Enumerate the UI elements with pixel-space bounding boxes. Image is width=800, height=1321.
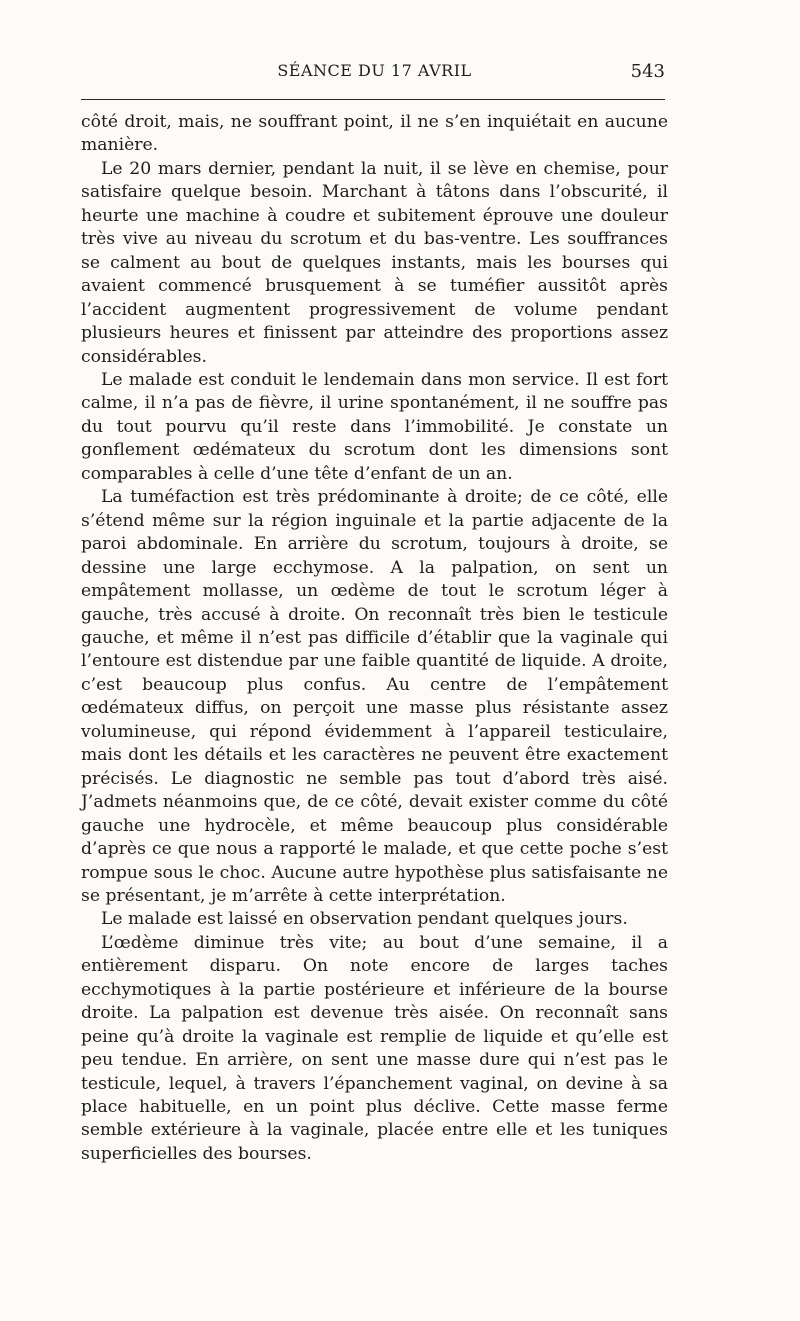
paragraph-continued: côté droit, mais, ne souffrant point, il ne s’en inquiétait en aucune manière. xyxy=(81,112,668,156)
paragraph: Le 20 mars dernier, pendant la nuit, il se lève en chemise, pour satisfaire quelque besoin. Marchant à tâtons dans l’obscurité, il heurte une machine à coudre et subitement éprouve une douleur très vive au niveau du scrotum et du bas-ventre. Les souffrances se calment au bout de quelques instants, mais les bourses qui avaient commencé brusquement à se tuméfier aussitôt après l’accident augmentent progressivement de volume pendant plusieurs heures et finissent par atteindre des proportions assez considérables. xyxy=(81,158,668,367)
paragraph: L’œdème diminue très vite; au bout d’une semaine, il a entièrement disparu. On note encore de larges taches ecchymotiques à la partie postérieure et inférieure de la bourse droite. La palpation est devenue très aisée. On reconnaît sans peine qu’à droite la vaginale est remplie de liquide et qu’elle est peu tendue. En arrière, on sent une masse dure qui n’est pas le testicule, lequel, à travers l’épanchement vaginal, on devine à sa place habituelle, en un point plus déclive. Cette masse ferme semble extérieure à la vaginale, placée entre elle et les tuniques superficielles des bourses. xyxy=(81,932,668,1164)
body-text xyxy=(81,111,668,1166)
header-rule xyxy=(81,99,665,100)
paragraph: Le malade est laissé en observation pendant quelques jours. xyxy=(101,909,628,930)
page-content xyxy=(81,58,668,1166)
page-number: 543 xyxy=(630,61,665,82)
paragraph: Le malade est conduit le lendemain dans mon service. Il est fort calme, il n’a pas de fièvre, il urine spontanément, il ne souffre pas du tout pourvu qu’il reste dans l’immobilité. Je constate un gonflement œdémateux du scrotum dont les dimensions sont comparables à celle d’une tête d’enfant de un an. xyxy=(81,369,668,484)
running-title: SÉANCE DU 17 AVRIL xyxy=(277,61,472,80)
paragraph: La tuméfaction est très prédominante à droite; de ce côté, elle s’étend même sur la région inguinale et la partie adjacente de la paroi abdominale. En arrière du scrotum, toujours à droite, se dessine une large ecchymose. A la palpation, on sent un empâtement mollasse, un œdème de tout le scrotum léger à gauche, très accusé à droite. On reconnaît très bien le testicule gauche, et même il n’est pas difficile d’établir que la vaginale qui l’entoure est distendue par une faible quantité de liquide. A droite, c’est beaucoup plus confus. Au centre de l’empâtement œdémateux diffus, on perçoit une masse plus résistante assez volumineuse, qui répond évidemment à l’appareil testiculaire, mais dont les détails et les caractères ne peuvent être exactement précisés. Le diagnostic ne semble pas tout d’abord très aisé. J’admets néanmoins que, de ce côté, devait exister comme du côté gauche une hydrocèle, et même beaucoup plus considérable d’après ce que nous a rapporté le malade, et que cette poche s’est rompue sous le choc. Aucune autre hypothèse plus satisfaisante ne se présentant, je m’arrête à cette interprétation. xyxy=(81,487,668,906)
running-head xyxy=(81,58,668,86)
